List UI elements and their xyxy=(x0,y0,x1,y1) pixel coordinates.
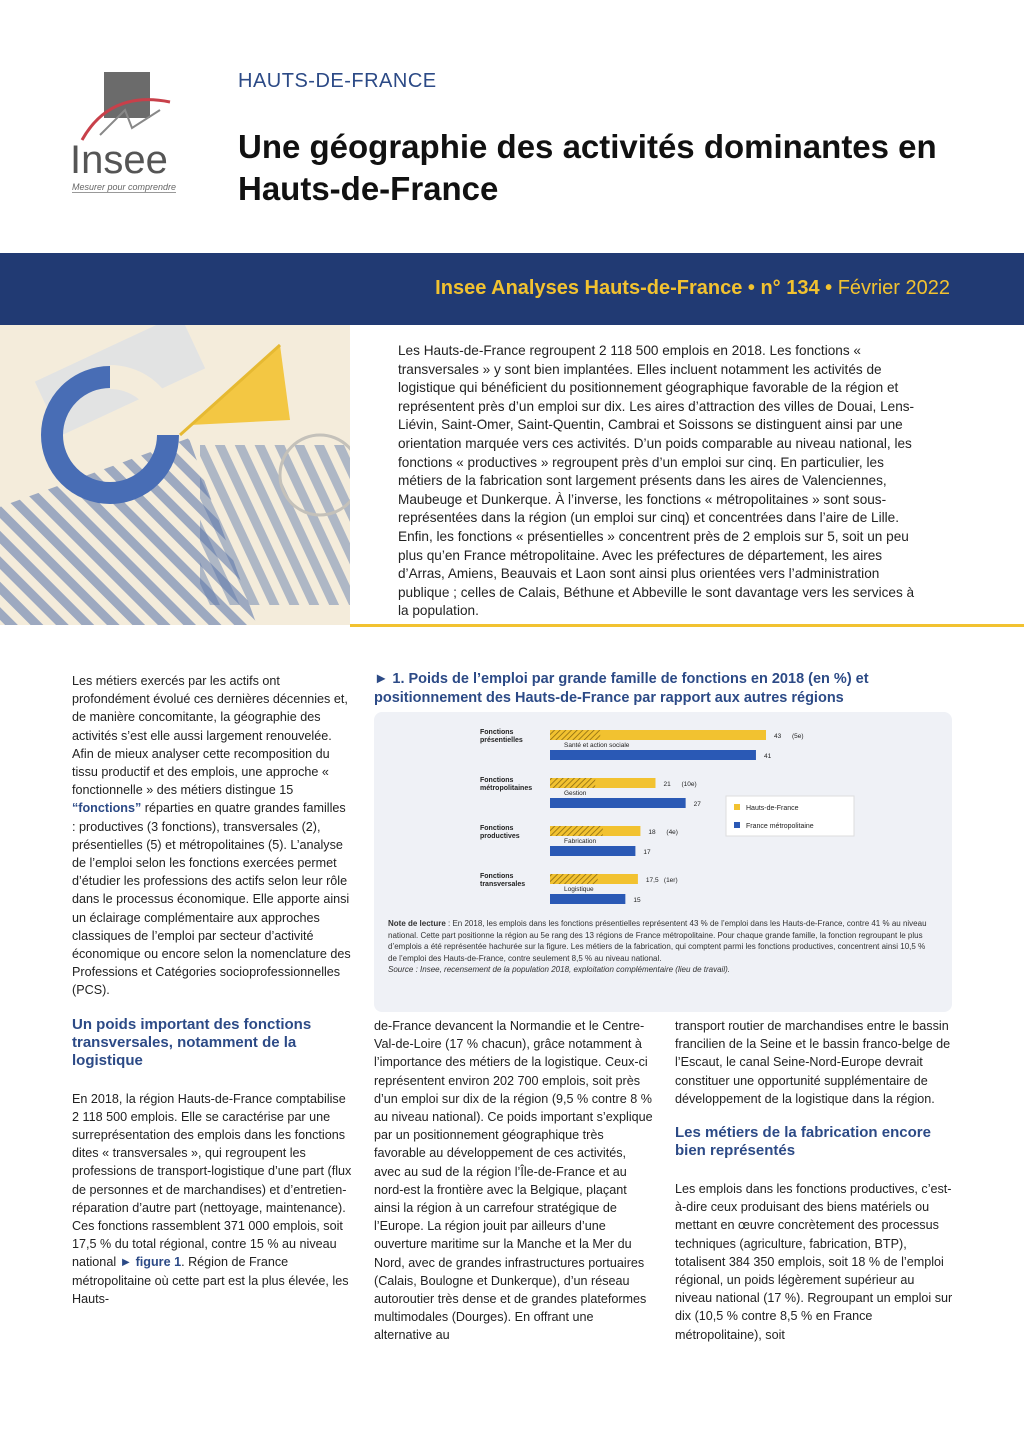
reading-note xyxy=(388,918,928,976)
subfunction-label-2: Fabrication xyxy=(564,838,597,845)
logo-tagline: Mesurer pour comprendre xyxy=(72,182,177,192)
logistique-paragraph: de-France devancent la Normandie et le Centre-Val-de-Loire (17 % chacun), grâce notamment à l’importance des métiers de la logistique. Ceux-ci représentent environ 202 700 emplois, soit près d’un emploi sur dix de la région (9,5 % contre 8 % au niveau national). Ce poids important s’explique par un positionnement géographique très favorable au développement de ces activités, avec au sud de la région l’Île-de-France et au nord-est la frontière avec la Belgique, plaçant ainsi la région à un carrefour stratégique de l’Europe. La région jouit par ailleurs d’une ouverture maritime sur la Manche et la Mer du Nord, avec de grandes infrastructures portuaires (Calais, Boulogne et Dunkerque), d’un réseau autoroutier très dense et de grandes plateformes multimodales (Dourges). En offrant une alternative au xyxy=(374,1019,653,1343)
value-label-france-1: 27 xyxy=(693,801,701,808)
legend-label-1: France métropolitaine xyxy=(746,823,814,830)
bar-hatched-3 xyxy=(550,874,598,884)
bar-france-1 xyxy=(550,798,686,808)
source-text: Source : Insee, recensement de la population 2018, exploitation complémentaire (lieu de travail). xyxy=(388,965,730,974)
category-label-2: Fonctions xyxy=(480,825,514,832)
publication-band xyxy=(0,253,1024,325)
section-heading-transversales: Un poids important des fonctions transversales, notamment de la logistique xyxy=(72,1015,312,1069)
intro-paragraph: Les métiers exercés par les actifs ont profondément évolué ces dernières décennies et, de manière concomitante, la géographie des activités s’est elle aussi largement renouvelée. Afin de mieux analyser cette recomposition du tissu productif et des emplois, une approche « fonctionnelle » des métiers distingue 15 “fonctions” réparties en quatre grandes familles : productives (3 fonctions), transversales (2), présentielles (5) et métropolitaines (5). L’analyse de l’emploi selon les fonctions exercées permet d’étudier les professions des actifs selon leur rôle dans le processus économique. Elle apporte ainsi un éclairage complémentaire aux approches classiques de l’emploi par secteur d’activité économique ou encore selon la nomenclature des Professions et Catégories socioprofessionnelles (PCS). xyxy=(72,674,351,998)
column-3 xyxy=(675,1017,955,1360)
bar-hatched-0 xyxy=(550,730,600,740)
subfunction-label-1: Gestion xyxy=(564,790,587,797)
legend-swatch-0 xyxy=(734,804,740,810)
rank-label-0: (5e) xyxy=(792,733,804,740)
fonctions-link[interactable]: “fonctions” xyxy=(72,801,142,816)
value-label-france-2: 17 xyxy=(643,849,651,856)
region-label: HAUTS-DE-FRANCE xyxy=(238,70,437,92)
transversales-paragraph: En 2018, la région Hauts-de-France comptabilise 2 118 500 emplois. Elle se caractérise par une surreprésentation des emplois dans les fonctions dites « transversales », qui regroupent les professions de transport-logistique d’une part (flux de personnes et de marchandises) et d’entretien-réparation d’autre part (nettoyage, maintenance). Ces fonctions rassemblent 371 000 emplois, soit 17,5 % du total régional, contre 15 % au niveau national ► figure 1. Région de France métropolitaine où cette part est la plus élevée, les Hauts- xyxy=(72,1091,352,1306)
category-label-3-line2: transversales xyxy=(480,881,526,888)
category-label-0: Fonctions xyxy=(480,729,514,736)
category-label-1: Fonctions xyxy=(480,777,514,784)
figure-panel xyxy=(374,712,952,1012)
value-label-france-3: 15 xyxy=(633,897,641,904)
insee-logo xyxy=(70,72,182,197)
value-label-france-0: 41 xyxy=(763,753,772,760)
subfunction-label-3: Logistique xyxy=(564,886,594,893)
category-label-0-line2: présentielles xyxy=(480,737,523,744)
publication-info xyxy=(435,277,950,300)
column-1 xyxy=(72,672,352,1324)
value-label-hdf-3: 17,5 xyxy=(645,877,659,884)
publication-date: Février 2022 xyxy=(832,277,950,299)
section-heading-fabrication: Les métiers de la fabrication encore bien représentés xyxy=(675,1124,931,1160)
legend-box xyxy=(726,796,854,836)
rank-label-2: (4e) xyxy=(666,829,678,836)
subfunction-label-0: Santé et action sociale xyxy=(564,742,630,749)
page-title: Une géographie des activités dominantes en Hauts-de-France xyxy=(238,128,937,207)
hero-illustration xyxy=(0,325,350,625)
value-label-hdf-0: 43 xyxy=(774,733,782,740)
summary-divider xyxy=(350,624,1024,627)
rank-label-3: (1er) xyxy=(663,877,678,884)
value-label-hdf-1: 21 xyxy=(663,781,671,788)
bar-france-3 xyxy=(550,894,625,904)
note-text: : En 2018, les emplois dans les fonctions présentielles représentent 43 % de l’emploi dans les Hauts-de-France, contre 41 % au niveau national. Cette part positionne la région au 5e rang des 13 régions de France métropolitaine. Pour chaque grande famille, la fonction regroupant le plus d’emplois a été représentée hachurée sur la figure. Les métiers de la fabrication, qui comptent parmi les fonctions productives, concentrent ainsi 10,5 % de l’emploi des Hauts-de-France, contre seulement 8,5 % au niveau national. xyxy=(388,919,927,963)
fabrication-paragraph: Les emplois dans les fonctions productives, c’est-à-dire ceux produisant des biens matériels ou mettant en œuvre concrètement des processus techniques (agriculture, fabrication, BTP), totalisent 384 350 emplois, soit 18 % de l’emploi régional, un poids légèrement supérieur au niveau national (17 %). Regroupant un emploi sur dix (10,5 % contre 8,5 % en France métropolitaine), soit xyxy=(675,1182,953,1342)
figure-1-link[interactable]: ► figure 1 xyxy=(119,1255,182,1270)
bar-chart xyxy=(374,712,952,917)
column-2 xyxy=(374,1017,654,1361)
bar-france-0 xyxy=(550,750,756,760)
category-label-3: Fonctions xyxy=(480,873,514,880)
legend-label-0: Hauts-de-France xyxy=(746,805,799,812)
charts-collage-icon xyxy=(0,325,350,625)
bar-france-2 xyxy=(550,846,635,856)
canal-paragraph: transport routier de marchandises entre le bassin francilien de la Seine et le bassin franco-belge de l’Escaut, le canal Seine-Nord-Europe devrait constituer une opportunité supplémentaire de développement de la logistique dans la région. xyxy=(675,1019,951,1106)
figure-title: ► 1. Poids de l’emploi par grande famille de fonctions en 2018 (en %) et positionnement des Hauts-de-France par rapport aux autres régions xyxy=(374,671,869,706)
category-label-2-line2: productives xyxy=(480,833,520,840)
bar-hatched-1 xyxy=(550,778,595,788)
legend-swatch-1 xyxy=(734,822,740,828)
rank-label-1: (10e) xyxy=(681,781,697,788)
logo-word: Insee xyxy=(70,138,168,182)
summary-text: Les Hauts-de-France regroupent 2 118 500 emplois en 2018. Les fonctions « transversales » y sont bien implantées. Elles incluent notamment les activités de logistique qui bénéficient du positionnement géographique favorable de la région et représentent près d’un emploi sur dix. Les aires d’attraction des villes de Douai, Lens-Liévin, Saint-Omer, Saint-Quentin, Cambrai et Soissons se distinguent ainsi par une orientation marquée vers ces activités. D’un poids comparable au niveau national, les fonctions « productives » regroupent près d’un emploi sur cinq. En particulier, les métiers de la fabrication sont largement présents dans les aires de Valenciennes, Maubeuge et Dunkerque. À l’inverse, les fonctions « métropolitaines » sont sous-représentées dans la région (un emploi sur cinq) et concentrées dans l’aire de Lille. Enfin, les fonctions « présentielles » concentrent près de 2 emplois sur 5, soit un peu plus qu’en France métropolitaine. Avec les préfectures de département, les aires d’Arras, Amiens, Beauvais et Laon sont ainsi plus orientées vers l’administration publique ; celles de Calais, Béthune et Abbeville le sont davantage vers les services à la population. xyxy=(398,343,915,619)
value-label-hdf-2: 18 xyxy=(648,829,656,836)
bar-hatched-2 xyxy=(550,826,603,836)
publication-series: Insee Analyses Hauts-de-France • n° 134 • xyxy=(435,277,833,299)
category-label-1-line2: métropolitaines xyxy=(480,785,533,792)
note-label: Note de lecture xyxy=(388,919,446,928)
